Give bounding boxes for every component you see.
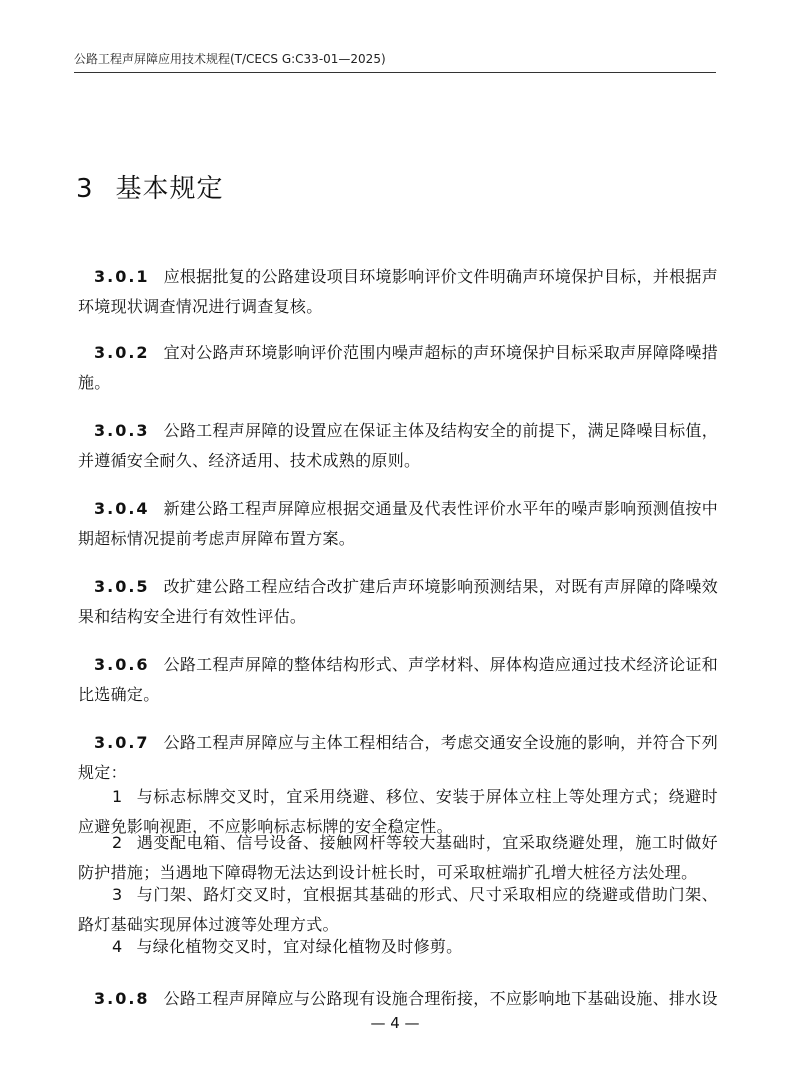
page-number: — 4 — xyxy=(370,1014,420,1032)
running-header: 公路工程声屏障应用技术规程(T/CECS G:C33-01—2025) xyxy=(74,52,386,66)
clause-3-0-4 xyxy=(78,494,718,554)
chapter-number: 3 xyxy=(76,174,94,204)
clause-text: 公路工程声屏障应与公路现有设施合理衔接，不应影响地下基础设施、排水设 xyxy=(163,989,718,1008)
clause-3-0-7 xyxy=(78,728,718,788)
clause-3-0-6 xyxy=(78,650,718,710)
clause-number: 3.0.2 xyxy=(94,343,150,362)
clause-number: 3.0.7 xyxy=(94,733,150,752)
header-rule xyxy=(74,72,716,73)
clause-text: 公路工程声屏障的设置应在保证主体及结构安全的前提下，满足降噪目标值，并遵循安全耐久、经济适用、技术成熟的原则。 xyxy=(78,421,718,470)
clause-3-0-5 xyxy=(78,572,718,632)
chapter-title: 基本规定 xyxy=(115,174,224,204)
item-text: 与绿化植物交叉时，宜对绿化植物及时修剪。 xyxy=(136,937,463,956)
clause-3-0-3 xyxy=(78,416,718,476)
item-text: 与标志标牌交叉时，宜采用绕避、移位、安装于屏体立柱上等处理方式；绕避时应避免影响视距，不应影响标志标牌的安全稳定性。 xyxy=(78,787,718,836)
clause-item-2 xyxy=(78,828,718,888)
chapter-heading xyxy=(76,168,224,205)
item-number: 1 xyxy=(112,787,123,806)
clause-item-4 xyxy=(78,932,718,962)
item-number: 4 xyxy=(112,937,123,956)
clause-text: 公路工程声屏障应与主体工程相结合，考虑交通安全设施的影响，并符合下列规定： xyxy=(78,733,718,782)
clause-number: 3.0.3 xyxy=(94,421,150,440)
clause-number: 3.0.8 xyxy=(94,989,150,1008)
clause-text: 应根据批复的公路建设项目环境影响评价文件明确声环境保护目标，并根据声环境现状调查情况进行调查复核。 xyxy=(78,267,718,316)
clause-number: 3.0.1 xyxy=(94,267,150,286)
clause-number: 3.0.4 xyxy=(94,499,150,518)
clause-text: 公路工程声屏障的整体结构形式、声学材料、屏体构造应通过技术经济论证和比选确定。 xyxy=(78,655,718,704)
item-number: 2 xyxy=(112,833,123,852)
item-text: 遇变配电箱、信号设备、接触网杆等较大基础时，宜采取绕避处理，施工时做好防护措施；当遇地下障碍物无法达到设计桩长时，可采取桩端扩孔增大桩径方法处理。 xyxy=(78,833,718,882)
clause-3-0-8 xyxy=(78,984,718,1014)
item-text: 与门架、路灯交叉时，宜根据其基础的形式、尺寸采取相应的绕避或借助门架、路灯基础实现屏体过渡等处理方式。 xyxy=(78,885,718,934)
clause-text: 宜对公路声环境影响评价范围内噪声超标的声环境保护目标采取声屏障降噪措施。 xyxy=(78,343,718,392)
item-number: 3 xyxy=(112,885,123,904)
clause-text: 改扩建公路工程应结合改扩建后声环境影响预测结果，对既有声屏障的降噪效果和结构安全进行有效性评估。 xyxy=(78,577,718,626)
clause-3-0-2 xyxy=(78,338,718,398)
clause-text: 新建公路工程声屏障应根据交通量及代表性评价水平年的噪声影响预测值按中期超标情况提前考虑声屏障布置方案。 xyxy=(78,499,718,548)
clause-number: 3.0.5 xyxy=(94,577,150,596)
clause-number: 3.0.6 xyxy=(94,655,150,674)
clause-3-0-1 xyxy=(78,262,718,322)
clause-item-3 xyxy=(78,880,718,940)
